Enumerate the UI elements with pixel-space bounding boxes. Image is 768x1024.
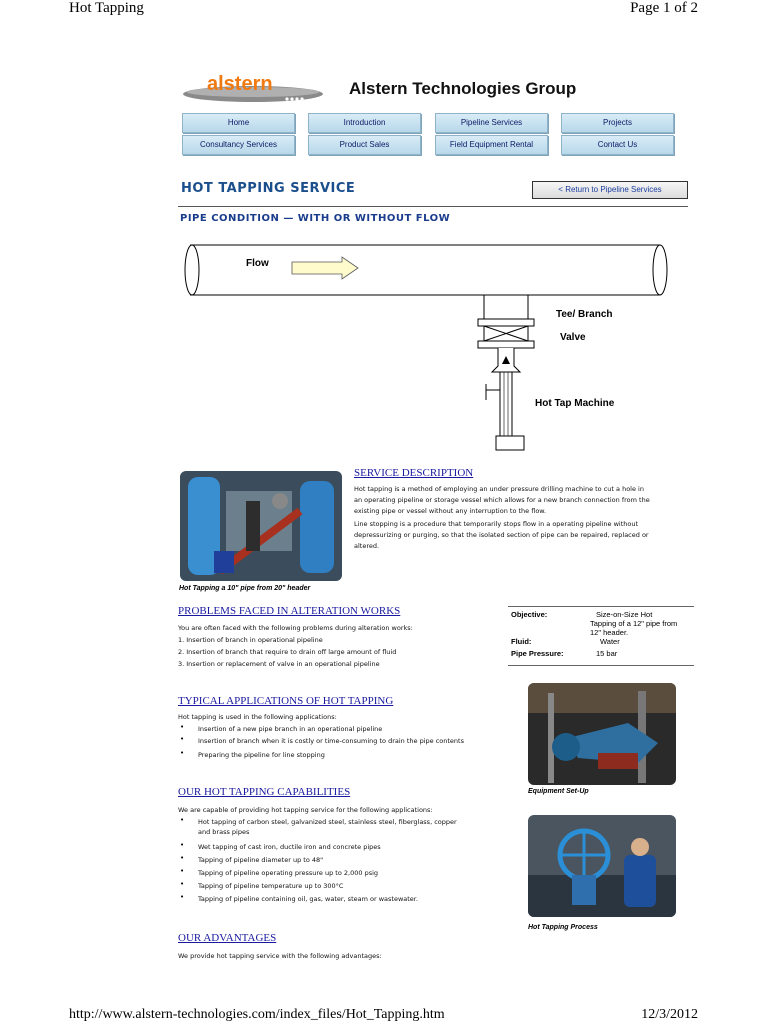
problem-item: 1. Insertion of branch in operational pipeline <box>178 636 323 644</box>
logo-text: alstern <box>207 74 273 95</box>
advantages-heading[interactable]: OUR ADVANTAGES <box>178 932 277 944</box>
bullet-icon: • <box>180 723 185 731</box>
nav-home[interactable]: Home <box>182 113 295 133</box>
spec-table <box>508 606 694 666</box>
service-description-p2-line2: depressurizing or purging, so that the isolated section of pipe can be repaired, replaced or <box>354 531 649 539</box>
advantages-intro: We provide hot tapping service with the following advantages: <box>178 952 382 960</box>
service-description-p1-line3: existing pipe or vessel without any interruption to the flow. <box>354 507 547 515</box>
page-title: HOT TAPPING SERVICE <box>181 181 356 196</box>
hot-tapping-photo <box>180 471 342 581</box>
bullet-icon: • <box>180 735 185 743</box>
nav-introduction[interactable]: Introduction <box>308 113 421 133</box>
spec-objective-line1: Size-on-Size Hot <box>596 610 653 619</box>
hot-tap-machine-label: Hot Tap Machine <box>535 398 615 409</box>
nav-contact-us[interactable]: Contact Us <box>561 135 674 155</box>
return-to-pipeline-services-button[interactable]: < Return to Pipeline Services <box>532 181 688 199</box>
title-divider <box>178 206 688 207</box>
flow-arrow-icon <box>292 257 358 279</box>
spec-pressure-value: 15 bar <box>596 649 618 658</box>
flow-label: Flow <box>246 258 269 269</box>
company-name: Alstern Technologies Group <box>349 79 577 98</box>
photo3-caption: Hot Tapping Process <box>528 924 598 931</box>
bullet-icon: • <box>180 841 185 849</box>
capability-item: Tapping of pipeline operating pressure up to 2,000 psig <box>198 869 379 877</box>
bullet-icon: • <box>180 854 185 862</box>
valve-label: Valve <box>560 332 586 343</box>
section-subtitle: PIPE CONDITION — WITH OR WITHOUT FLOW <box>180 213 451 224</box>
nav-consultancy-services[interactable]: Consultancy Services <box>182 135 295 155</box>
bullet-icon: • <box>180 893 185 901</box>
nav-pipeline-services[interactable]: Pipeline Services <box>435 113 548 133</box>
capabilities-intro: We are capable of providing hot tapping service for the following applications: <box>178 806 433 814</box>
service-description-p2-line1: Line stopping is a procedure that temporarily stops flow in a operating pipeline without <box>354 520 639 528</box>
process-photo-image <box>528 815 676 917</box>
applications-intro: Hot tapping is used in the following applications: <box>178 713 337 721</box>
capability-item: Tapping of pipeline containing oil, gas, water, steam or wastewater. <box>198 895 418 903</box>
pipe-diagram-drawing <box>180 238 680 460</box>
capabilities-heading[interactable]: OUR HOT TAPPING CAPABILITIES <box>178 786 351 798</box>
application-item: Insertion of a new pipe branch in an operational pipeline <box>198 725 383 733</box>
applications-heading[interactable]: TYPICAL APPLICATIONS OF HOT TAPPING <box>178 695 394 707</box>
logo-swoosh-icon <box>181 74 323 106</box>
capability-item: Wet tapping of cast iron, ductile iron and concrete pipes <box>198 843 381 851</box>
print-footer-url: http://www.alstern-technologies.com/index_files/Hot_Tapping.htm <box>69 1007 445 1022</box>
hot-tapping-process-photo <box>528 815 676 917</box>
spec-objective-line3: 12" header. <box>590 628 629 637</box>
photo1-caption: Hot Tapping a 10" pipe from 20" header <box>179 585 311 592</box>
equipment-setup-photo <box>528 683 676 785</box>
spec-row-objective <box>508 610 694 640</box>
problem-item: 3. Insertion or replacement of valve in an operational pipeline <box>178 660 380 668</box>
print-header-title: Hot Tapping <box>69 0 144 16</box>
spec-objective-key: Objective: <box>511 610 548 619</box>
application-item: Preparing the pipeline for line stopping <box>198 751 325 759</box>
bullet-icon: • <box>180 867 185 875</box>
tee-branch-label: Tee/ Branch <box>556 309 613 320</box>
bullet-icon: • <box>180 880 185 888</box>
application-item: Insertion of branch when it is costly or time-consuming to drain the pipe contents <box>198 737 464 745</box>
spec-fluid-value: Water <box>600 637 620 646</box>
capability-item: Tapping of pipeline diameter up to 48" <box>198 856 324 864</box>
capability-item: Tapping of pipeline temperature up to 300°C <box>198 882 344 890</box>
service-description-p1-line1: Hot tapping is a method of employing an under pressure drilling machine to cut a hole in <box>354 485 644 493</box>
nav-product-sales[interactable]: Product Sales <box>308 135 421 155</box>
capability-item-line2: and brass pipes <box>198 828 250 836</box>
service-description-p1-line2: an operating pipeline or storage vessel which allows for a new branch connection from the <box>354 496 650 504</box>
spec-objective-line2: Tapping of a 12" pipe from <box>590 619 678 628</box>
print-header-page: Page 1 of 2 <box>630 0 698 16</box>
spec-row-fluid <box>508 637 694 649</box>
nav-projects[interactable]: Projects <box>561 113 674 133</box>
problems-heading[interactable]: PROBLEMS FACED IN ALTERATION WORKS <box>178 605 401 617</box>
nav-field-equipment-rental[interactable]: Field Equipment Rental <box>435 135 548 155</box>
industrial-photo-image <box>180 471 342 581</box>
bullet-icon: • <box>180 816 185 824</box>
bullet-icon: • <box>180 749 185 757</box>
capability-item-line1: Hot tapping of carbon steel, galvanized steel, stainless steel, fiberglass, copper <box>198 818 457 826</box>
spec-row-pressure <box>508 649 694 661</box>
hot-tap-diagram <box>180 238 680 460</box>
equipment-photo-image <box>528 683 676 785</box>
company-logo[interactable] <box>181 74 323 106</box>
print-footer-date: 12/3/2012 <box>641 1007 698 1022</box>
problem-item: 2. Insertion of branch that require to drain off large amount of fluid <box>178 648 397 656</box>
service-description-p2-line3: altered. <box>354 542 380 550</box>
problems-intro: You are often faced with the following problems during alteration works: <box>178 624 413 632</box>
spec-fluid-key: Fluid: <box>511 637 532 646</box>
photo2-caption: Equipment Set-Up <box>528 788 589 795</box>
spec-pressure-key: Pipe Pressure: <box>511 649 564 658</box>
service-description-heading[interactable]: SERVICE DESCRIPTION <box>354 467 474 479</box>
